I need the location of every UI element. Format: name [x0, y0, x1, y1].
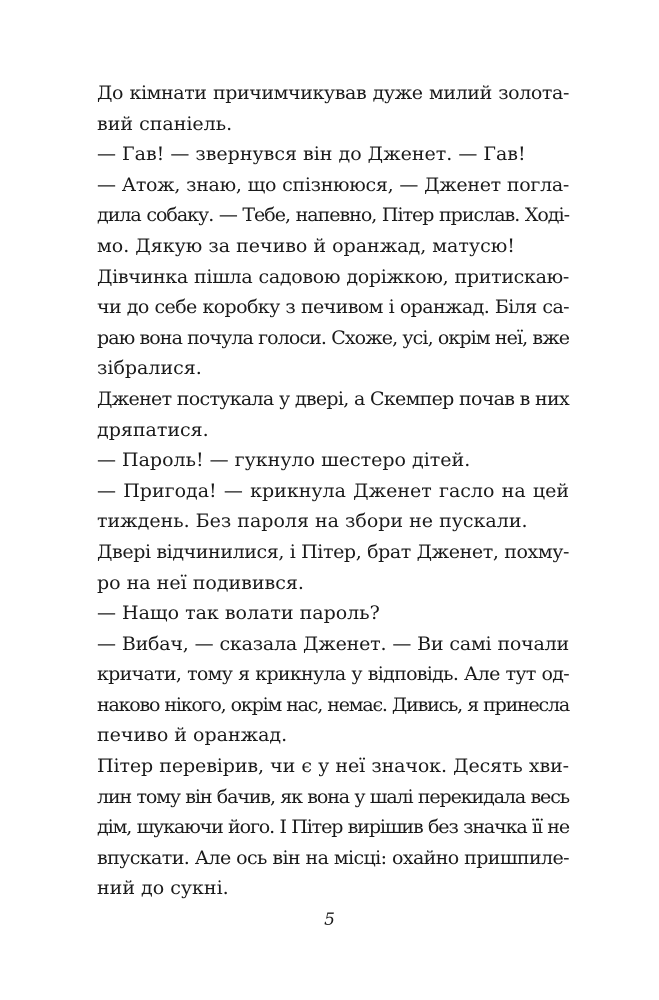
page-number: 5: [324, 910, 335, 930]
text-line: раю вона почула голоси. Схоже, усі, окрім неї, вже: [97, 326, 570, 349]
text-line: Дівчинка пішла садовою доріжкою, притискаю-: [97, 265, 569, 288]
text-line: впускати. Але ось він на місці: охайно пришпиле-: [97, 846, 569, 869]
text-line: дряпатися.: [97, 418, 209, 441]
paragraph: [97, 262, 569, 384]
text-line: Пітер перевірив, чи є у неї значок. Десять хви-: [97, 755, 569, 778]
text-line: — Гав! — звернувся він до Дженет. — Гав!: [97, 143, 526, 166]
text-line: вий спаніель.: [97, 112, 233, 135]
paragraph: [97, 629, 569, 751]
text-line: ро на неї подивився.: [97, 571, 304, 594]
text-line: дила собаку. — Тебе, напевно, Пітер прислав. Ході-: [97, 204, 569, 227]
text-line: тиждень. Без пароля на збори не пускали.: [97, 510, 528, 533]
text-line: мо. Дякую за печиво й оранжад, матусю!: [97, 234, 515, 257]
paragraph: [97, 384, 569, 445]
paragraph: [97, 476, 569, 537]
text-line: наково нікого, окрім нас, немає. Дивись, я принесла: [97, 693, 569, 716]
paragraph: [97, 139, 569, 170]
text-line: — Вибач, — сказала Дженет. — Ви самі почали: [97, 632, 569, 655]
paragraph: [97, 170, 569, 262]
text-line: печиво й оранжад.: [97, 724, 288, 747]
text-line: чи до себе коробку з печивом і оранжад. Біля са-: [97, 296, 569, 319]
text-line: зібралися.: [97, 357, 202, 380]
text-line: До кімнати причимчикував дуже милий золота-: [97, 82, 569, 104]
text-line: Двері відчинилися, і Пітер, брат Дженет, похму-: [97, 540, 569, 563]
paragraph: [97, 598, 569, 629]
paragraph: [97, 751, 569, 904]
text-line: — Пароль! — гукнуло шестеро дітей.: [97, 449, 471, 472]
text-line: Дженет постукала у двері, а Скемпер почав в них: [97, 387, 569, 410]
text-line: кричати, тому я крикнула у відповідь. Але тут од-: [97, 663, 569, 686]
text-line: — Атож, знаю, що спізнююся, — Дженет погла-: [97, 173, 569, 196]
paragraph: [97, 445, 569, 476]
text-line: — Пригода! — крикнула Дженет гасло на цей: [97, 479, 569, 502]
text-line: дім, шукаючи його. І Пітер вирішив без значка її не: [97, 816, 569, 839]
paragraph: [97, 78, 569, 139]
text-line: лин тому він бачив, як вона у шалі перекидала весь: [97, 785, 569, 808]
text-line: — Нащо так волати пароль?: [97, 602, 380, 625]
text-line: ний до сукні.: [97, 877, 229, 900]
paragraph: [97, 537, 569, 598]
page-body: [97, 78, 569, 904]
